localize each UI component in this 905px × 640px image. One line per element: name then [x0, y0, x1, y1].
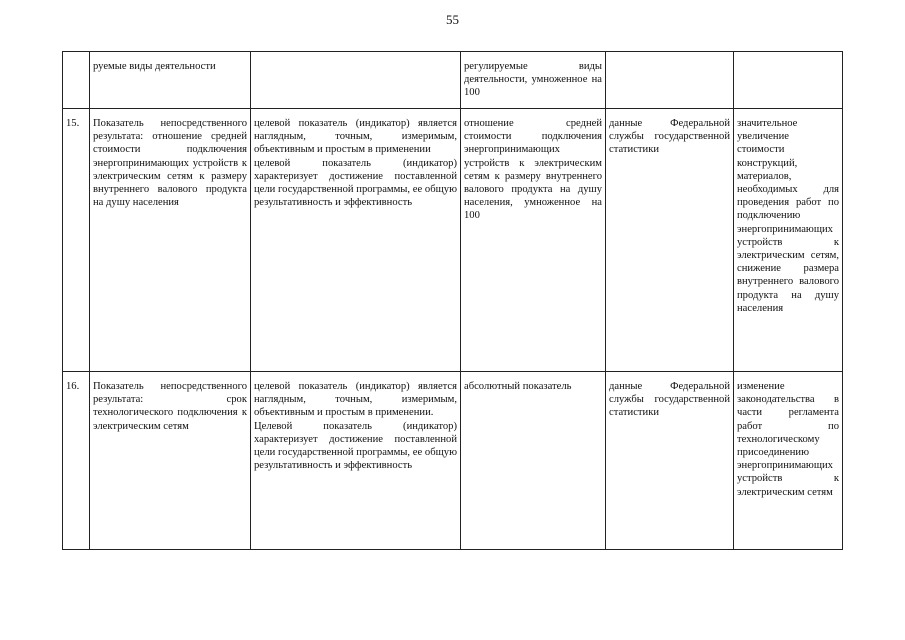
- table-row: [63, 52, 843, 109]
- data-source: данные Федеральной службы государственной статистики: [606, 109, 734, 372]
- indicator-characteristic: целевой показатель (индикатор) является наглядным, точным, измеримым, объективным и простым в применении целевой показатель (индикатор) характеризует достижение поставленной цели государственной программы, ее общую результативность и эффективность: [251, 109, 461, 372]
- row-number: [63, 52, 90, 109]
- indicators-table: [62, 51, 843, 550]
- indicator-name: Показатель непосредственного результата: срок технологического подключения к электрическим сетям: [90, 372, 251, 550]
- risk-factors: изменение законодательства в части регламента работ по технологическому присоединению энергопринимающих устройств к электрическим сетям: [734, 372, 843, 550]
- calculation-method: отношение средней стоимости подключения энергопринимающих устройств к электрическим сетям к размеру внутреннего валового продукта на душу населения, умноженное на 100: [461, 109, 606, 372]
- indicator-characteristic: [251, 52, 461, 109]
- row-number: 16.: [63, 372, 90, 550]
- table-row: [63, 109, 843, 372]
- data-source: данные Федеральной службы государственной статистики: [606, 372, 734, 550]
- indicator-name: Показатель непосредственного результата: отношение средней стоимости подключения энергопринимающих устройств к электрическим сетям к размеру внутреннего валового продукта на душу населения: [90, 109, 251, 372]
- risk-factors: [734, 52, 843, 109]
- page-number: 55: [446, 12, 459, 27]
- risk-factors: значительное увеличение стоимости конструкций, материалов, необходимых для проведения работ по подключению энергопринимающих устройств к электрическим сетям, снижение размера внутреннего валового продукта на душу населения: [734, 109, 843, 372]
- indicator-name: руемые виды деятельности: [90, 52, 251, 109]
- calculation-method: абсолютный показатель: [461, 372, 606, 550]
- row-number: 15.: [63, 109, 90, 372]
- indicator-characteristic: целевой показатель (индикатор) является наглядным, точным, измеримым, объективным и простым в применении. Целевой показатель (индикатор) характеризует достижение поставленной цели государственной программы, ее общую результативность и эффективность: [251, 372, 461, 550]
- table-row: [63, 372, 843, 550]
- data-source: [606, 52, 734, 109]
- calculation-method: регулируемые виды деятельности, умноженное на 100: [461, 52, 606, 109]
